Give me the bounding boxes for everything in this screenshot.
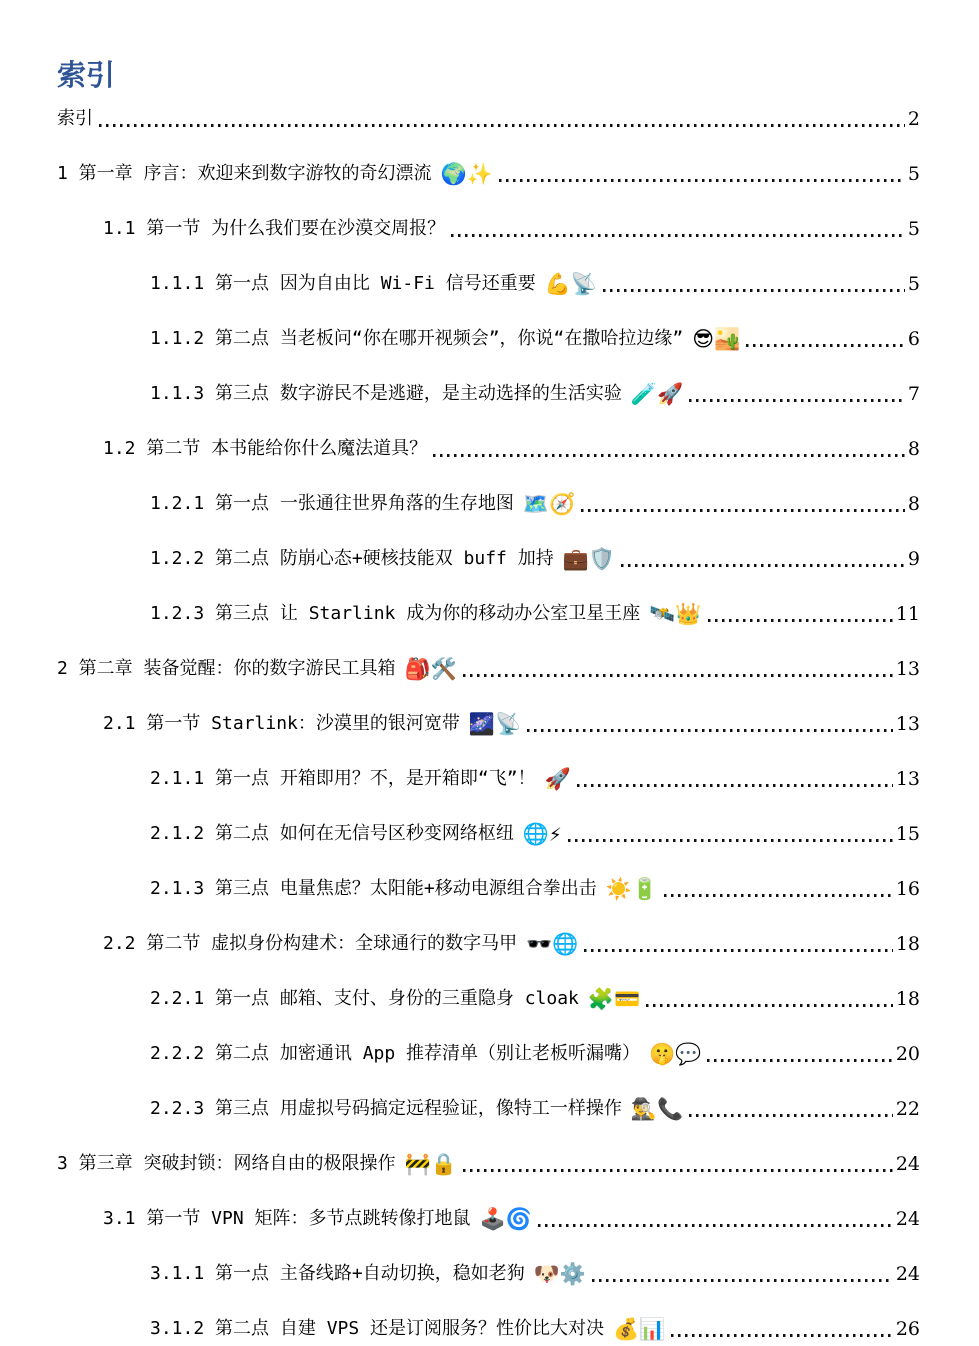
toc-entry-emoji-icons: 💪📡 bbox=[544, 272, 598, 296]
toc-entry-emoji-icons: 🧪🚀 bbox=[630, 382, 684, 406]
toc-entry[interactable] bbox=[57, 437, 920, 461]
toc-entry[interactable] bbox=[57, 712, 920, 736]
page-number: 6 bbox=[907, 328, 920, 350]
toc-entry[interactable] bbox=[57, 1207, 920, 1231]
toc-entry-label: 1.2 第二节 本书能给你什么魔法道具？ bbox=[103, 438, 428, 459]
toc-entry-label: 3 第三章 突破封锁：网络自由的极限操作 bbox=[57, 1153, 396, 1174]
toc-entry-emoji-icons: 🕵️‍♂️📞 bbox=[630, 1097, 684, 1121]
dot-leader bbox=[433, 454, 905, 457]
toc-entry-label: 2.1.1 第一点 开箱即用？不，是开箱即“飞”！ bbox=[150, 768, 536, 789]
toc-entry[interactable] bbox=[57, 1152, 920, 1176]
toc-entry[interactable] bbox=[57, 107, 920, 131]
toc-entry-label: 1.1 第一节 为什么我们要在沙漠交周报？ bbox=[103, 218, 446, 239]
toc-entry-label: 1.1.2 第二点 当老板问“你在哪开视频会”，你说“在撒哈拉边缘” bbox=[150, 328, 684, 349]
toc-entry-emoji-icons: 🚀 bbox=[544, 767, 571, 791]
dot-leader bbox=[463, 1169, 893, 1172]
dot-leader bbox=[689, 399, 905, 402]
toc-entry-label: 1.2.1 第一点 一张通往世界角落的生存地图 bbox=[150, 493, 514, 514]
dot-leader bbox=[664, 894, 893, 897]
toc-entry[interactable] bbox=[57, 877, 920, 901]
dot-leader bbox=[708, 619, 893, 622]
toc-entry[interactable] bbox=[57, 547, 920, 571]
page-number: 24 bbox=[895, 1263, 920, 1285]
toc-entry-emoji-icons: 💰📊 bbox=[613, 1317, 666, 1341]
toc-entry-label: 1 第一章 序言：欢迎来到数字游牧的奇幻漂流 bbox=[57, 163, 432, 184]
toc-entry-emoji-icons: 🌌📡 bbox=[468, 712, 522, 736]
toc-entry-label: 2.1 第一节 Starlink：沙漠里的银河宽带 bbox=[103, 713, 460, 734]
toc-entry-emoji-icons: 🌐⚡ bbox=[522, 822, 562, 846]
page-number: 13 bbox=[895, 658, 920, 680]
dot-leader bbox=[603, 289, 905, 292]
dot-leader bbox=[584, 949, 892, 952]
page-number: 7 bbox=[907, 383, 920, 405]
dot-leader bbox=[527, 729, 893, 732]
toc-entry-label: 3.1.1 第一点 主备线路+自动切换，稳如老狗 bbox=[150, 1263, 525, 1284]
page-number: 8 bbox=[907, 438, 920, 460]
dot-leader bbox=[707, 1059, 892, 1062]
toc-entry-label: 3.1 第一节 VPN 矩阵：多节点跳转像打地鼠 bbox=[103, 1208, 471, 1229]
toc-entry-emoji-icons: 🗺️🧭 bbox=[522, 492, 576, 516]
toc-entry-label: 2.2.2 第二点 加密通讯 App 推荐清单（别让老板听漏嘴） bbox=[150, 1043, 641, 1064]
toc-entry-emoji-icons: 😎🏜️ bbox=[692, 327, 741, 351]
dot-leader bbox=[671, 1334, 892, 1337]
toc-entry-emoji-icons: 🎒🛠️ bbox=[404, 657, 457, 681]
toc-entry-label: 1.2.2 第二点 防崩心态+硬核技能双 buff 加持 bbox=[150, 548, 554, 569]
toc-entry[interactable] bbox=[57, 272, 920, 296]
page-number: 18 bbox=[895, 988, 920, 1010]
toc-entry[interactable] bbox=[57, 1317, 920, 1341]
dot-leader bbox=[646, 1004, 893, 1007]
dot-leader bbox=[568, 839, 893, 842]
page-number: 24 bbox=[895, 1153, 920, 1175]
page-number: 13 bbox=[895, 768, 920, 790]
page-number: 11 bbox=[895, 603, 920, 625]
toc-entry[interactable] bbox=[57, 602, 920, 626]
toc-entry[interactable] bbox=[57, 987, 920, 1011]
toc-entry[interactable] bbox=[57, 217, 920, 241]
dot-leader bbox=[577, 784, 893, 787]
page-number: 13 bbox=[895, 713, 920, 735]
dot-leader bbox=[463, 674, 893, 677]
toc-entry-label: 1.1.1 第一点 因为自由比 Wi-Fi 信号还重要 bbox=[150, 273, 536, 294]
toc-entry[interactable] bbox=[57, 1042, 920, 1066]
dot-leader bbox=[592, 1279, 893, 1282]
toc-entry-label: 索引 bbox=[57, 108, 93, 129]
toc-entry-emoji-icons: 🛰️👑 bbox=[649, 602, 702, 626]
toc-entry-label: 2.1.2 第二点 如何在无信号区秒变网络枢纽 bbox=[150, 823, 514, 844]
toc-entry[interactable] bbox=[57, 327, 920, 351]
toc-entry[interactable] bbox=[57, 657, 920, 681]
page-number: 15 bbox=[895, 823, 920, 845]
table-of-contents bbox=[57, 107, 920, 1341]
page-number: 9 bbox=[907, 548, 920, 570]
toc-entry[interactable] bbox=[57, 1097, 920, 1121]
page-number: 16 bbox=[895, 878, 920, 900]
toc-entry[interactable] bbox=[57, 492, 920, 516]
toc-entry-emoji-icons: 🚧🔒 bbox=[404, 1152, 457, 1176]
toc-entry-label: 2.1.3 第三点 电量焦虑？太阳能+移动电源组合拳出击 bbox=[150, 878, 597, 899]
toc-entry-emoji-icons: 🐶⚙️ bbox=[533, 1262, 586, 1286]
toc-entry-label: 1.2.3 第三点 让 Starlink 成为你的移动办公室卫星王座 bbox=[150, 603, 641, 624]
page-number: 2 bbox=[907, 108, 920, 130]
dot-leader bbox=[621, 564, 905, 567]
page-number: 5 bbox=[907, 273, 920, 295]
toc-entry-label: 1.1.3 第三点 数字游民不是逃避，是主动选择的生活实验 bbox=[150, 383, 622, 404]
toc-entry-emoji-icons: 🕶️🌐 bbox=[526, 932, 579, 956]
toc-entry-label: 2.2 第二节 虚拟身份构建术：全球通行的数字马甲 bbox=[103, 933, 518, 954]
toc-entry-emoji-icons: ☀️🔋 bbox=[605, 877, 658, 901]
page-number: 24 bbox=[895, 1208, 920, 1230]
page-number: 22 bbox=[895, 1098, 920, 1120]
toc-entry[interactable] bbox=[57, 1262, 920, 1286]
toc-entry-label: 2.2.1 第一点 邮箱、支付、身份的三重隐身 cloak bbox=[150, 988, 579, 1009]
dot-leader bbox=[499, 179, 905, 182]
page-number: 8 bbox=[907, 493, 920, 515]
page-number: 5 bbox=[907, 163, 920, 185]
toc-entry-label: 2 第二章 装备觉醒：你的数字游民工具箱 bbox=[57, 658, 396, 679]
dot-leader bbox=[581, 509, 905, 512]
dot-leader bbox=[451, 234, 905, 237]
toc-entry[interactable] bbox=[57, 162, 920, 186]
page-number: 18 bbox=[895, 933, 920, 955]
toc-entry-emoji-icons: 🧩💳 bbox=[587, 987, 641, 1011]
dot-leader bbox=[99, 124, 905, 127]
dot-leader bbox=[689, 1114, 893, 1117]
toc-entry-emoji-icons: 💼🛡️ bbox=[562, 547, 616, 571]
page-number: 20 bbox=[895, 1043, 920, 1065]
toc-entry[interactable] bbox=[57, 822, 920, 846]
toc-entry-emoji-icons: 🤫💬 bbox=[649, 1042, 702, 1066]
toc-entry-emoji-icons: 🌍✨ bbox=[440, 162, 493, 186]
toc-entry[interactable] bbox=[57, 932, 920, 956]
dot-leader bbox=[746, 344, 905, 347]
toc-entry-emoji-icons: 🕹️🌀 bbox=[479, 1207, 532, 1231]
toc-entry[interactable] bbox=[57, 767, 920, 791]
toc-entry-label: 3.1.2 第二点 自建 VPS 还是订阅服务？性价比大对决 bbox=[150, 1318, 605, 1339]
page-number: 5 bbox=[907, 218, 920, 240]
page-title: 索引 bbox=[57, 58, 116, 92]
toc-entry-label: 2.2.3 第三点 用虚拟号码搞定远程验证，像特工一样操作 bbox=[150, 1098, 622, 1119]
page-number: 26 bbox=[895, 1318, 920, 1340]
toc-entry[interactable] bbox=[57, 382, 920, 406]
dot-leader bbox=[538, 1224, 893, 1227]
